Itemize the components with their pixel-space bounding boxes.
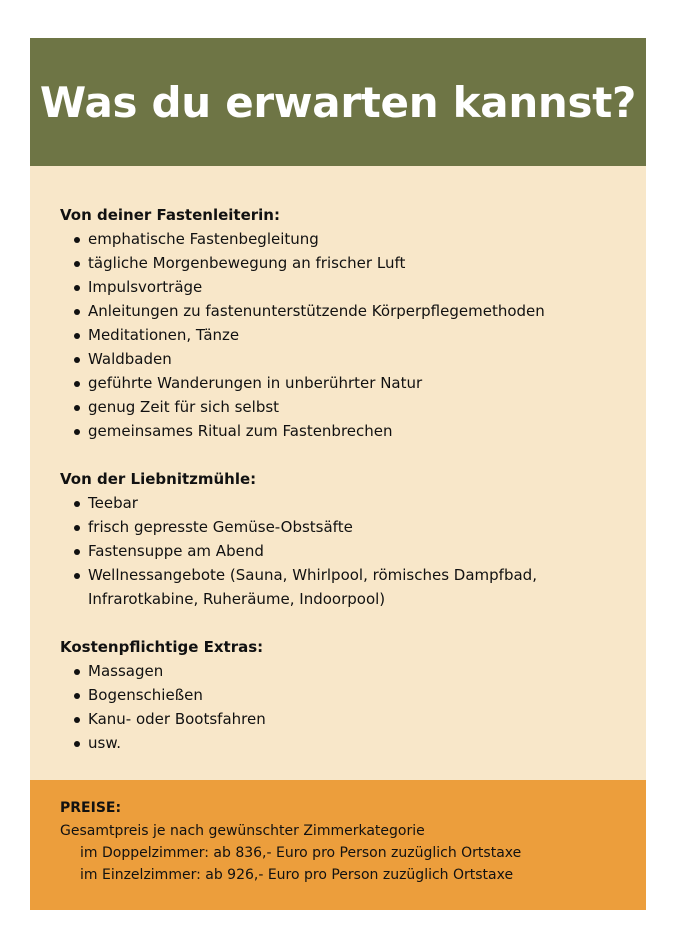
list-item — [60, 659, 630, 683]
bullet-icon — [74, 357, 80, 363]
bullet-icon — [74, 573, 80, 579]
bullet-icon — [74, 429, 80, 435]
price-double-room: im Doppelzimmer: ab 836,- Euro pro Person zuzüglich Ortstaxe — [80, 845, 522, 861]
bullet-icon — [74, 741, 80, 747]
section-extras — [60, 635, 630, 755]
list-item-text: gemeinsames Ritual zum Fastenbrechen — [88, 422, 393, 440]
list-item — [60, 491, 630, 515]
content-panel — [30, 166, 646, 780]
bullet-icon — [74, 717, 80, 723]
section-heading: Kostenpflichtige Extras: — [60, 638, 264, 656]
section-liebnitzmuehle — [60, 467, 630, 611]
section-fastenleiterin — [60, 203, 630, 443]
list-item — [60, 275, 630, 299]
price-single-room: im Einzelzimmer: ab 926,- Euro pro Person zuzüglich Ortstaxe — [80, 867, 514, 883]
list-item-text: Fastensuppe am Abend — [88, 542, 264, 560]
list-item — [60, 683, 630, 707]
bullet-icon — [74, 693, 80, 699]
list-item — [60, 347, 630, 371]
list-item-text: usw. — [88, 734, 121, 752]
list-item — [60, 539, 630, 563]
price-heading: PREISE: — [60, 800, 122, 816]
list-item — [60, 707, 630, 731]
bullet-icon — [74, 237, 80, 243]
page-title: Was du erwarten kannst? — [39, 77, 637, 127]
price-panel — [30, 780, 646, 910]
section-heading: Von der Liebnitzmühle: — [60, 470, 257, 488]
bullet-icon — [74, 261, 80, 267]
bullet-icon — [74, 405, 80, 411]
bullet-icon — [74, 669, 80, 675]
list-item-text: genug Zeit für sich selbst — [88, 398, 280, 416]
bullet-icon — [74, 285, 80, 291]
list-item-text: Bogenschießen — [88, 686, 203, 704]
list-item-text: frisch gepresste Gemüse-Obstsäfte — [88, 518, 353, 536]
list-item-text: Teebar — [88, 494, 138, 512]
list-item-text: Kanu- oder Bootsfahren — [88, 710, 266, 728]
list-item — [60, 227, 630, 251]
list-item-text: geführte Wanderungen in unberührter Natur — [88, 374, 423, 392]
item-list — [60, 227, 630, 443]
list-item-text: emphatische Fastenbegleitung — [88, 230, 319, 248]
list-item-text: Wellnessangebote (Sauna, Whirlpool, römisches Dampfbad, — [88, 566, 537, 584]
list-item — [60, 395, 630, 419]
list-item — [60, 515, 630, 539]
list-item — [60, 371, 630, 395]
list-item-text: Anleitungen zu fastenunterstützende Körperpflegemethoden — [88, 302, 545, 320]
bullet-icon — [74, 333, 80, 339]
list-item-text: Impulsvorträge — [88, 278, 203, 296]
section-heading: Von deiner Fastenleiterin: — [60, 206, 280, 224]
list-item — [60, 563, 630, 611]
bullet-icon — [74, 525, 80, 531]
bullet-icon — [74, 549, 80, 555]
list-item-text: Waldbaden — [88, 350, 172, 368]
list-item-text: Meditationen, Tänze — [88, 326, 240, 344]
bullet-icon — [74, 501, 80, 507]
bullet-icon — [74, 381, 80, 387]
list-item — [60, 251, 630, 275]
bullet-icon — [74, 309, 80, 315]
header-banner — [30, 38, 646, 166]
item-list — [60, 659, 630, 755]
list-item-text-continued: Infrarotkabine, Ruheräume, Indoorpool) — [88, 590, 386, 608]
flyer — [30, 38, 646, 910]
list-item-text: tägliche Morgenbewegung an frischer Luft — [88, 254, 406, 272]
list-item — [60, 731, 630, 755]
price-description: Gesamtpreis je nach gewünschter Zimmerkategorie — [60, 823, 425, 839]
item-list — [60, 491, 630, 611]
list-item — [60, 299, 630, 323]
list-item — [60, 419, 630, 443]
list-item-text: Massagen — [88, 662, 164, 680]
list-item — [60, 323, 630, 347]
